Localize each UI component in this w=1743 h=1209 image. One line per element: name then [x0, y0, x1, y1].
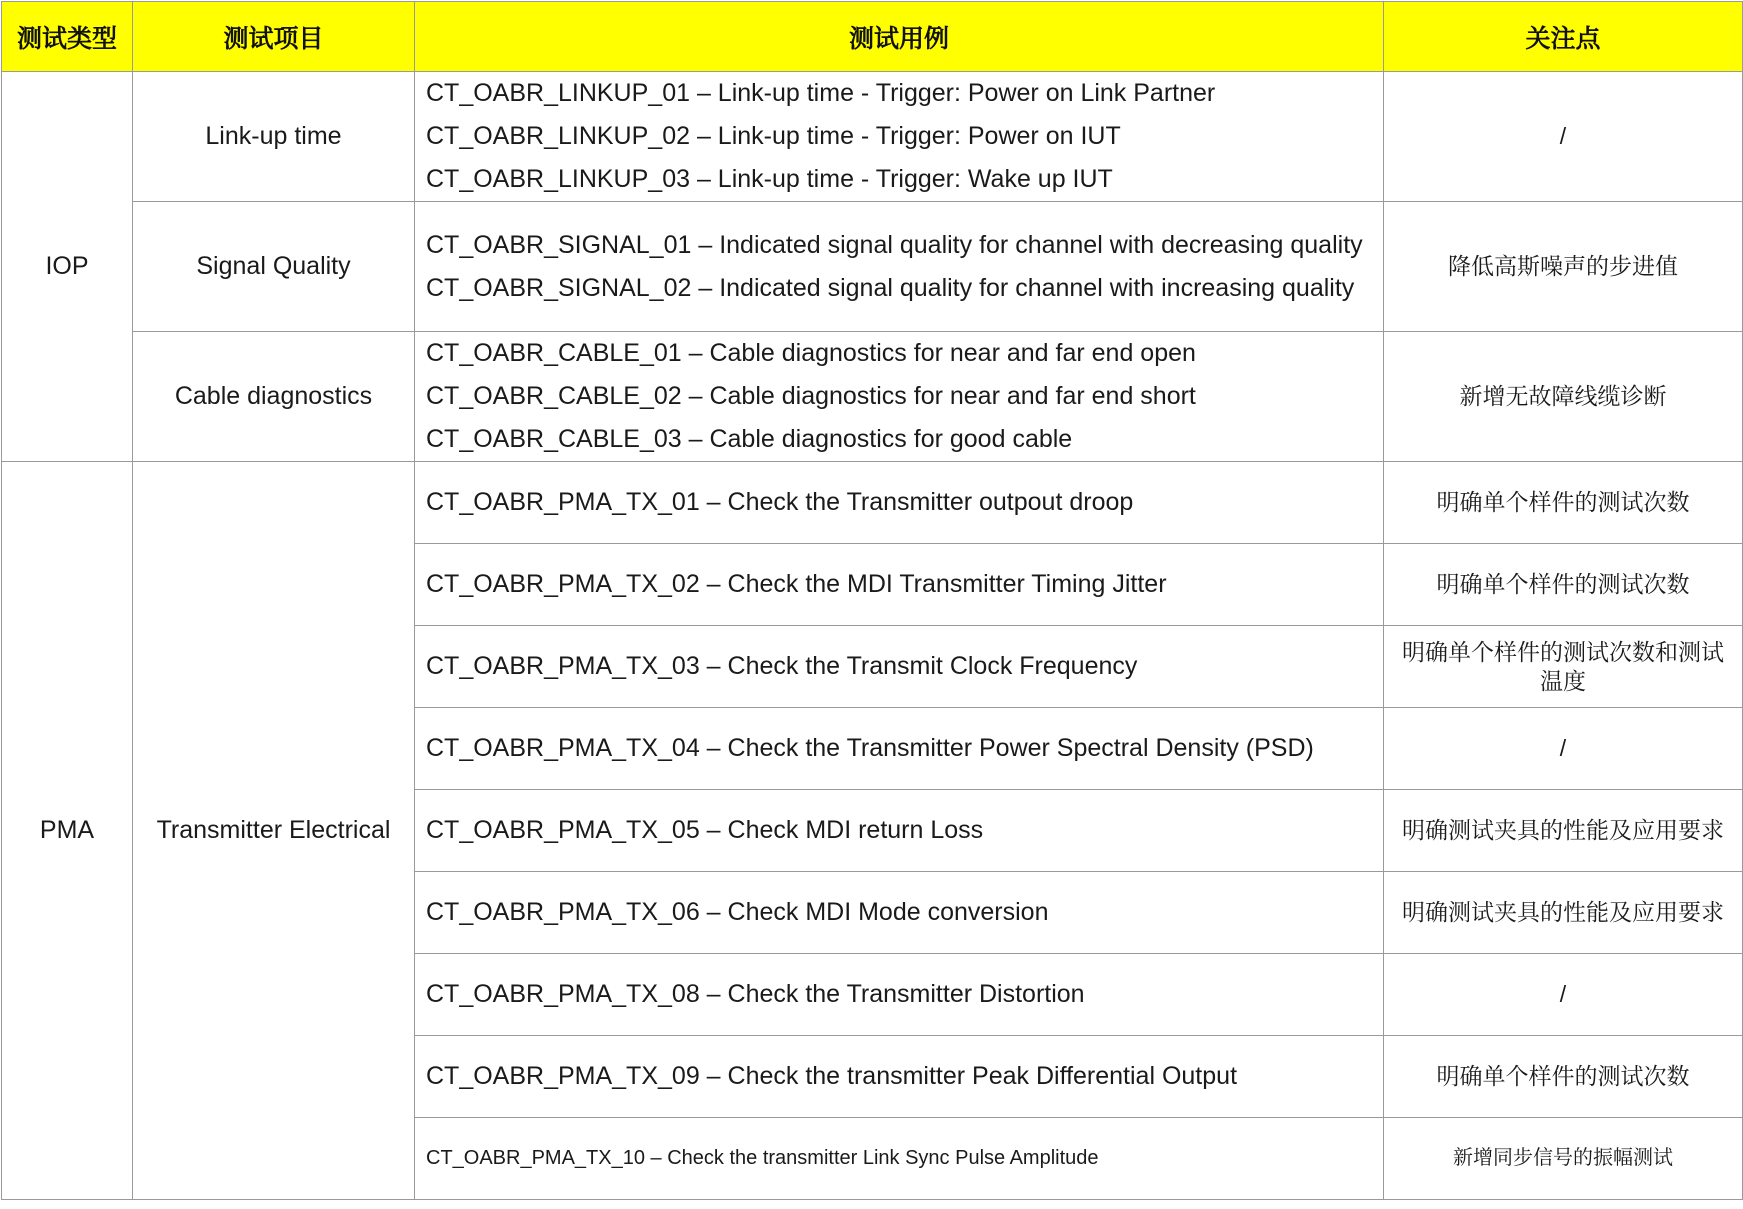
- test-case-cell: CT_OABR_PMA_TX_09 – Check the transmitter Peak Differential Output: [415, 1036, 1384, 1118]
- test-type-cell: PMA: [2, 462, 133, 1200]
- test-case-cell: CT_OABR_PMA_TX_03 – Check the Transmit Clock Frequency: [415, 626, 1384, 708]
- test-item-cell: Signal Quality: [133, 202, 415, 332]
- test-case-table: [1, 1, 1743, 1200]
- test-type-cell: IOP: [2, 72, 133, 462]
- test-case-line: CT_OABR_SIGNAL_02 – Indicated signal quality for channel with increasing quality: [426, 273, 1355, 302]
- test-item-cell: Transmitter Electrical: [133, 462, 415, 1200]
- header-focus-point: 关注点: [1384, 2, 1743, 72]
- table-row: [2, 202, 1743, 332]
- header-test-type: 测试类型: [2, 2, 133, 72]
- header-test-case: 测试用例: [415, 2, 1384, 72]
- test-case-line: CT_OABR_LINKUP_01 – Link-up time - Trigger: Power on Link Partner: [426, 79, 1216, 107]
- focus-point-cell: 新增无故障线缆诊断: [1384, 332, 1743, 462]
- test-case-cell: [415, 72, 1384, 202]
- focus-point-cell: 明确单个样件的测试次数: [1384, 462, 1743, 544]
- focus-point-cell: 降低高斯噪声的步进值: [1384, 202, 1743, 332]
- header-row: [2, 2, 1743, 72]
- test-case-line: CT_OABR_CABLE_02 – Cable diagnostics for near and far end short: [426, 382, 1196, 410]
- test-case-cell: CT_OABR_PMA_TX_01 – Check the Transmitter outpout droop: [415, 462, 1384, 544]
- focus-point-cell: 明确测试夹具的性能及应用要求: [1384, 872, 1743, 954]
- test-case-line: CT_OABR_CABLE_03 – Cable diagnostics for good cable: [426, 425, 1073, 453]
- focus-point-cell: 明确测试夹具的性能及应用要求: [1384, 790, 1743, 872]
- focus-point-cell: 明确单个样件的测试次数: [1384, 1036, 1743, 1118]
- test-case-cell: CT_OABR_PMA_TX_04 – Check the Transmitter Power Spectral Density (PSD): [415, 708, 1384, 790]
- test-case-cell: [415, 332, 1384, 462]
- test-case-cell: [415, 202, 1384, 332]
- test-case-line: CT_OABR_SIGNAL_01 – Indicated signal quality for channel with decreasing quality: [426, 230, 1363, 259]
- focus-point-cell: /: [1384, 708, 1743, 790]
- focus-point-cell: /: [1384, 72, 1743, 202]
- test-case-cell: CT_OABR_PMA_TX_10 – Check the transmitter Link Sync Pulse Amplitude: [415, 1118, 1384, 1200]
- test-item-cell: Link-up time: [133, 72, 415, 202]
- table-row: [2, 72, 1743, 202]
- test-case-cell: CT_OABR_PMA_TX_08 – Check the Transmitter Distortion: [415, 954, 1384, 1036]
- focus-point-cell: 新增同步信号的振幅测试: [1384, 1118, 1743, 1200]
- focus-point-cell: 明确单个样件的测试次数和测试温度: [1384, 626, 1743, 708]
- test-case-line: CT_OABR_CABLE_01 – Cable diagnostics for near and far end open: [426, 339, 1196, 367]
- test-case-cell: CT_OABR_PMA_TX_05 – Check MDI return Loss: [415, 790, 1384, 872]
- test-case-line: CT_OABR_LINKUP_02 – Link-up time - Trigger: Power on IUT: [426, 122, 1121, 150]
- focus-point-cell: 明确单个样件的测试次数: [1384, 544, 1743, 626]
- test-case-cell: CT_OABR_PMA_TX_06 – Check MDI Mode conversion: [415, 872, 1384, 954]
- test-case-cell: CT_OABR_PMA_TX_02 – Check the MDI Transmitter Timing Jitter: [415, 544, 1384, 626]
- header-test-item: 测试项目: [133, 2, 415, 72]
- test-case-line: CT_OABR_LINKUP_03 – Link-up time - Trigger: Wake up IUT: [426, 165, 1113, 193]
- focus-point-cell: /: [1384, 954, 1743, 1036]
- table-row: [2, 332, 1743, 462]
- table-row: [2, 462, 1743, 544]
- test-item-cell: Cable diagnostics: [133, 332, 415, 462]
